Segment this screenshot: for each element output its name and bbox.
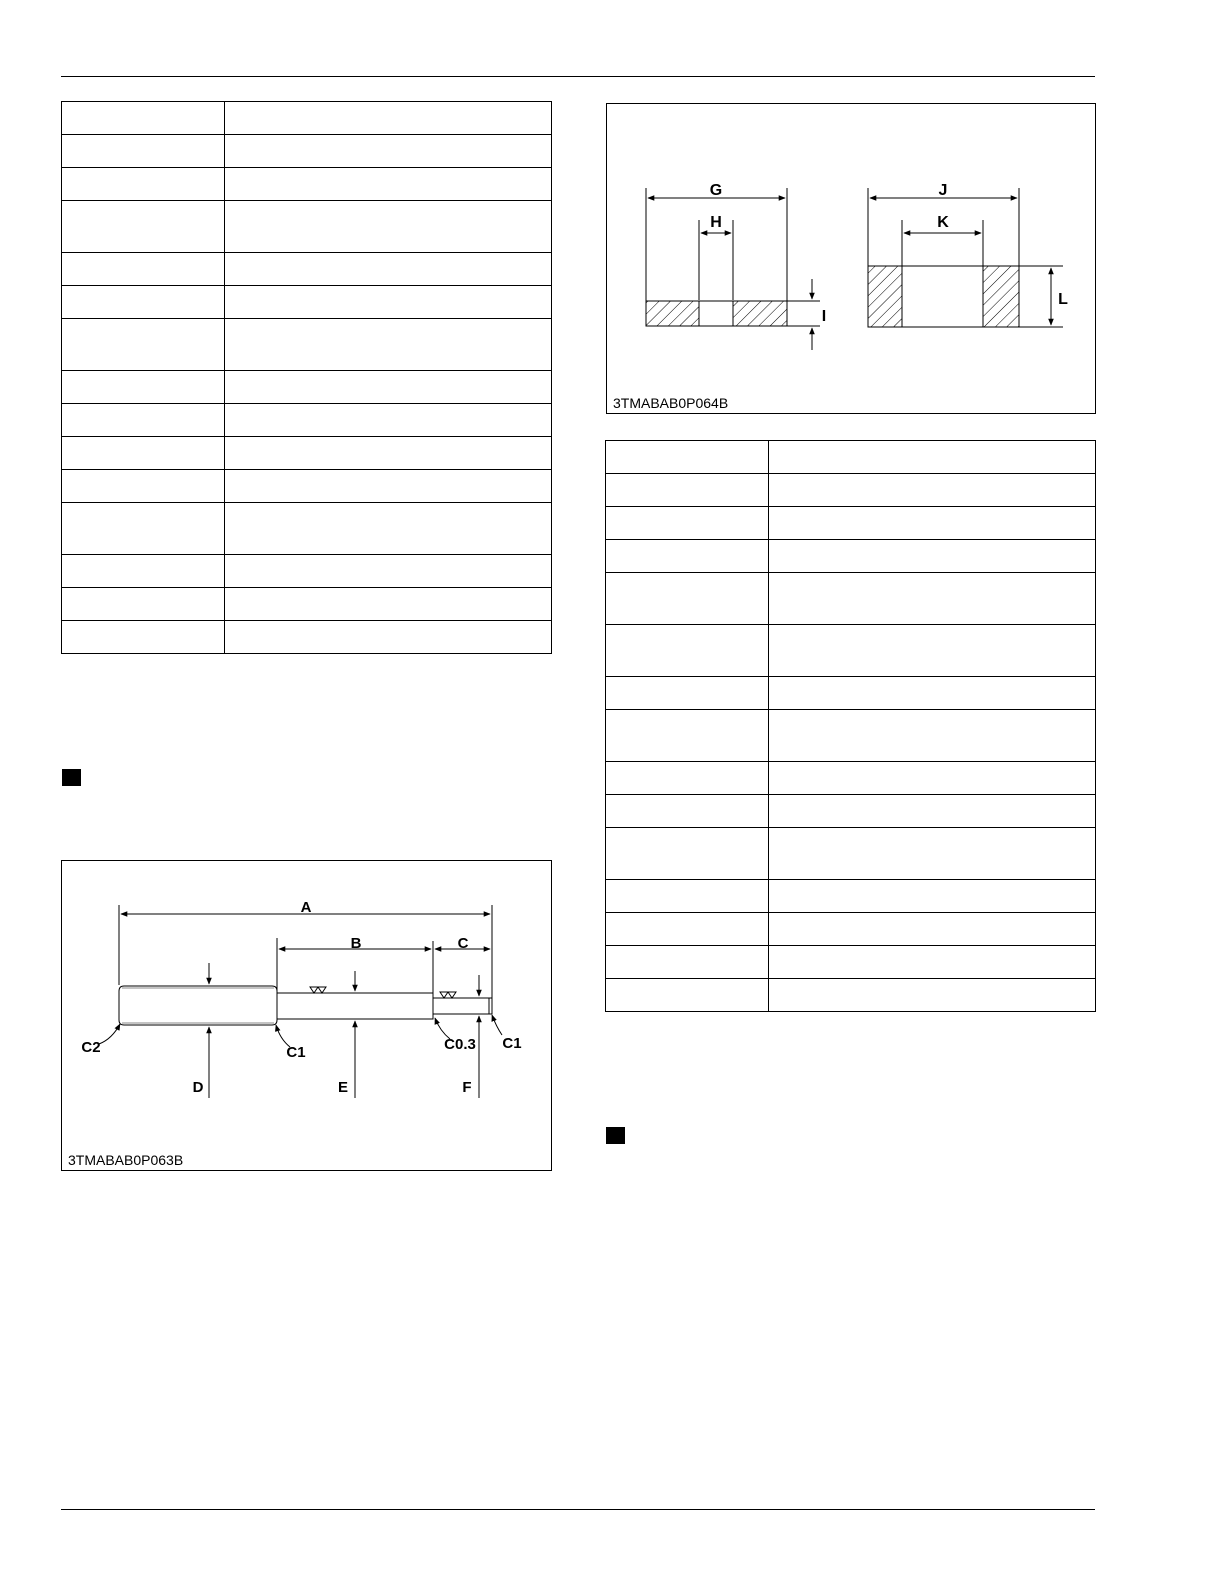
dim-label-j: J xyxy=(938,182,948,199)
table-row xyxy=(62,286,552,319)
table-row xyxy=(606,979,1096,1012)
table-row xyxy=(606,880,1096,913)
dim-label-e: E xyxy=(337,1079,349,1096)
table-row xyxy=(62,555,552,588)
table-row xyxy=(62,437,552,470)
dim-label-h: H xyxy=(710,214,722,231)
table-row xyxy=(606,573,1096,625)
dim-label-b: B xyxy=(350,935,362,952)
chamfer-label-c1-left: C1 xyxy=(286,1044,306,1061)
chamfer-label-c03: C0.3 xyxy=(444,1036,476,1053)
table-row xyxy=(606,762,1096,795)
figure-code: 3TMABAB0P063B xyxy=(68,1152,184,1168)
table-row xyxy=(62,371,552,404)
dim-label-c: C xyxy=(457,935,469,952)
table-row xyxy=(606,474,1096,507)
table-row xyxy=(606,540,1096,573)
table-row xyxy=(62,253,552,286)
footer-rule xyxy=(61,1509,1095,1510)
table-row xyxy=(62,135,552,168)
table-row xyxy=(62,201,552,253)
table-row xyxy=(606,677,1096,710)
table-row xyxy=(606,795,1096,828)
table-row xyxy=(62,470,552,503)
dim-label-f: F xyxy=(462,1079,472,1096)
table-row xyxy=(62,621,552,654)
table-row xyxy=(62,503,552,555)
figure-shaft xyxy=(61,860,552,1171)
section-marker-left xyxy=(62,769,81,786)
spec-table-left xyxy=(61,101,552,654)
spec-table-right xyxy=(605,440,1096,1012)
figure-code: 3TMABAB0P064B xyxy=(613,395,729,411)
table-row xyxy=(62,588,552,621)
section-marker-right xyxy=(606,1127,625,1144)
table-row xyxy=(606,441,1096,474)
table-row xyxy=(606,507,1096,540)
chamfer-label-c1-right: C1 xyxy=(502,1035,522,1052)
table-row xyxy=(606,828,1096,880)
dim-label-g: G xyxy=(709,182,723,199)
table-row xyxy=(606,946,1096,979)
shaft-drawing xyxy=(62,861,551,1170)
table-row xyxy=(62,168,552,201)
dim-label-k: K xyxy=(937,214,949,231)
chamfer-label-c2: C2 xyxy=(81,1039,101,1056)
table-row xyxy=(62,404,552,437)
table-row xyxy=(606,913,1096,946)
dim-label-l: L xyxy=(1058,291,1068,308)
dim-label-i: I xyxy=(821,308,827,325)
table-row xyxy=(606,710,1096,762)
table-row xyxy=(606,625,1096,677)
header-rule xyxy=(61,76,1095,77)
table-row xyxy=(62,102,552,135)
figure-bushing xyxy=(606,103,1096,414)
dim-label-a: A xyxy=(300,899,312,916)
table-row xyxy=(62,319,552,371)
bushing-drawing xyxy=(607,104,1095,413)
dim-label-d: D xyxy=(192,1079,204,1096)
